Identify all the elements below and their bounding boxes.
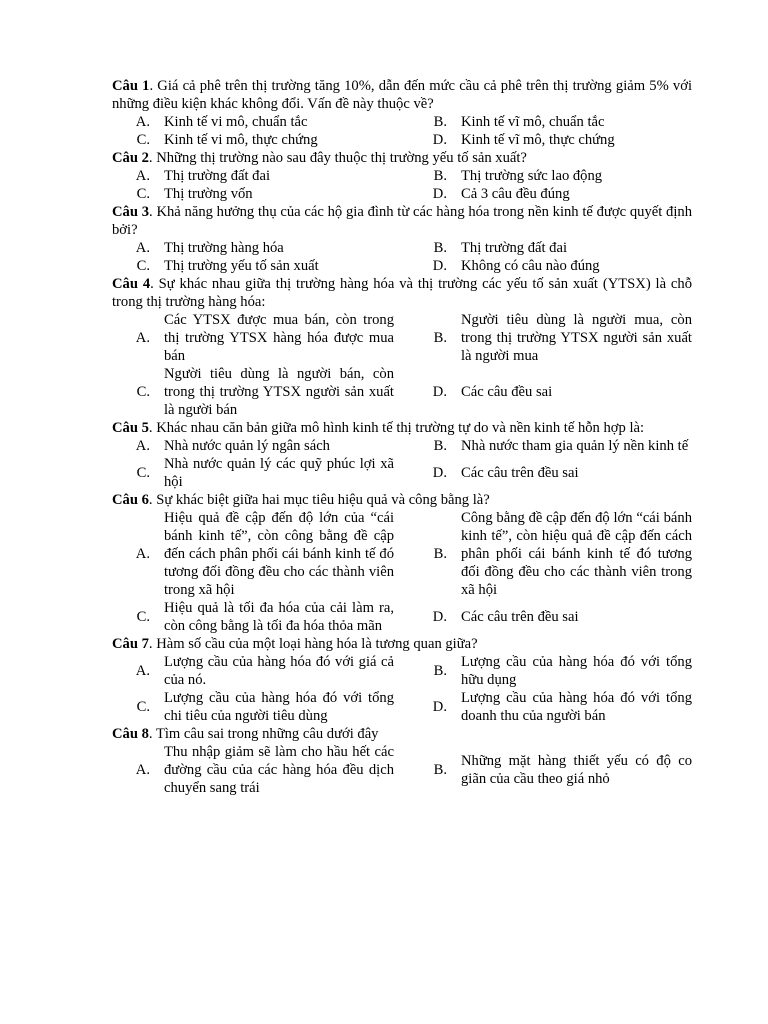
question-3 [112, 203, 692, 239]
option-letter: C. [136, 258, 150, 274]
option-letter: A. [135, 546, 150, 562]
question-8 [112, 725, 692, 743]
question-5 [112, 419, 692, 437]
option-letter: D. [432, 609, 447, 625]
option-text: Nhà nước quản lý các quỹ phúc lợi xã hội [164, 456, 394, 490]
option-text: Lượng cầu của hàng hóa đó với tổng chi tiêu của người tiêu dùng [164, 690, 394, 724]
option-text: Thị trường yếu tố sản xuất [164, 258, 319, 274]
option-letter: A. [135, 168, 150, 184]
option-letter: C. [136, 384, 150, 400]
option-letter: C. [136, 609, 150, 625]
question-2 [112, 149, 692, 167]
option-letter: D. [432, 384, 447, 400]
option-letter: C. [136, 699, 150, 715]
option-text: Người tiêu dùng là người mua, còn trong thị trường YTSX người sản xuất là người mua [461, 312, 692, 364]
question-text: . Sự khác nhau giữa thị trường hàng hóa và thị trường các yếu tố sản xuất (YTSX) là chỗ trong thị trường hàng hóa: [112, 276, 693, 310]
question-label: Câu 2 [112, 150, 149, 166]
option-text: Các câu trên đều sai [461, 609, 579, 625]
option-letter: B. [433, 663, 447, 679]
option-text: Thị trường vốn [164, 186, 253, 202]
option-letter: B. [433, 546, 447, 562]
option-letter: D. [432, 699, 447, 715]
question-text: . Giá cả phê trên thị trường tăng 10%, dẫn đến mức cầu cả phê trên thị trường giảm 5% với những điều kiện khác không đổi. Vấn đề này thuộc về? [112, 78, 692, 112]
option-text: Những mặt hàng thiết yếu có độ co giãn của cầu theo giá nhỏ [461, 753, 692, 787]
option-text: Nhà nước tham gia quản lý nền kinh tế [461, 438, 689, 454]
question-text: . Sự khác biệt giữa hai mục tiêu hiệu quả và công bằng là? [148, 492, 490, 508]
option-text: Thị trường đất đai [164, 168, 271, 184]
option-text: Kinh tế vĩ mô, thực chứng [461, 132, 615, 148]
options-grid [112, 167, 692, 203]
options-grid [112, 653, 692, 725]
option-text: Lượng cầu của hàng hóa đó với tổng hữu dụng [461, 654, 692, 688]
question-text: . Những thị trường nào sau đây thuộc thị trường yếu tố sản xuất? [148, 150, 527, 166]
question-text: . Hàm số cầu của một loại hàng hóa là tương quan giữa? [148, 636, 478, 652]
option-letter: C. [136, 132, 150, 148]
options-grid [112, 239, 692, 275]
option-text: Các câu trên đều sai [461, 465, 579, 481]
options-grid [112, 743, 692, 797]
option-text: Người tiêu dùng là người bán, còn trong thị trường YTSX người sản xuất là người bán [164, 366, 394, 418]
question-7 [112, 635, 692, 653]
question-text: . Khả năng hưởng thụ của các hộ gia đình từ các hàng hóa trong nền kinh tế được quyết định bởi? [112, 204, 692, 238]
option-text: Thu nhập giảm sẽ làm cho hầu hết các đường cầu của các hàng hóa đều dịch chuyển sang trái [164, 744, 394, 796]
question-text: . Khác nhau căn bản giữa mô hình kinh tế thị trường tự do và nền kinh tế hỗn hợp là: [148, 420, 645, 436]
question-label: Câu 5 [112, 420, 149, 436]
option-letter: D. [432, 186, 447, 202]
option-text: Cả 3 câu đều đúng [461, 186, 570, 202]
question-label: Câu 4 [112, 276, 151, 292]
option-text: Các YTSX được mua bán, còn trong thị trường YTSX hàng hóa được mua bán [164, 312, 394, 364]
question-1 [112, 77, 692, 113]
option-letter: B. [433, 330, 447, 346]
option-text: Hiệu quả là tối đa hóa của cải làm ra, còn công bằng là tối đa hóa thỏa mãn [164, 600, 394, 634]
question-label: Câu 8 [112, 726, 149, 742]
option-letter: D. [432, 465, 447, 481]
option-letter: B. [433, 438, 447, 454]
option-letter: A. [135, 438, 150, 454]
question-text: . Tìm câu sai trong những câu dưới đây [148, 726, 379, 742]
question-label: Câu 1 [112, 78, 150, 94]
option-letter: C. [136, 465, 150, 481]
option-letter: A. [135, 114, 150, 130]
option-text: Kinh tế vĩ mô, chuẩn tắc [461, 114, 605, 130]
option-text: Nhà nước quản lý ngân sách [164, 438, 330, 454]
question-6 [112, 491, 692, 509]
option-text: Công bằng đề cập đến độ lớn “cái bánh kinh tế”, còn hiệu quả đề cập đến cách phân phối cái bánh kinh tế đó tương đối đồng đều cho các thành viên trong xã hội [461, 510, 692, 598]
option-text: Lượng cầu của hàng hóa đó với tổng doanh thu của người bán [461, 690, 692, 724]
question-label: Câu 7 [112, 636, 149, 652]
option-letter: B. [433, 168, 447, 184]
exam-page [112, 77, 692, 797]
option-text: Các câu đều sai [461, 384, 553, 400]
option-letter: A. [135, 330, 150, 346]
option-text: Thị trường đất đai [461, 240, 568, 256]
options-grid [112, 509, 692, 635]
option-letter: D. [432, 132, 447, 148]
question-4 [112, 275, 692, 311]
options-grid [112, 311, 692, 419]
option-text: Hiệu quả đề cập đến độ lớn của “cái bánh kinh tế”, còn công bằng đề cập đến cách phân phối cái bánh kinh tế đó tương đối đồng đều cho các thành viên trong xã hội [164, 510, 394, 598]
option-letter: B. [433, 114, 447, 130]
option-letter: A. [135, 240, 150, 256]
question-label: Câu 6 [112, 492, 149, 508]
option-text: Kinh tế vi mô, chuẩn tắc [164, 114, 308, 130]
option-text: Thị trường sức lao động [461, 168, 603, 184]
options-grid [112, 113, 692, 149]
option-letter: D. [432, 258, 447, 274]
option-letter: B. [433, 240, 447, 256]
option-letter: C. [136, 186, 150, 202]
option-letter: A. [135, 762, 150, 778]
option-text: Thị trường hàng hóa [164, 240, 284, 256]
option-letter: B. [433, 762, 447, 778]
option-text: Lượng cầu của hàng hóa đó với giá cả của nó. [164, 654, 394, 688]
option-text: Kinh tế vi mô, thực chứng [164, 132, 318, 148]
options-grid [112, 437, 692, 491]
question-label: Câu 3 [112, 204, 150, 220]
option-text: Không có câu nào đúng [461, 258, 600, 274]
option-letter: A. [135, 663, 150, 679]
